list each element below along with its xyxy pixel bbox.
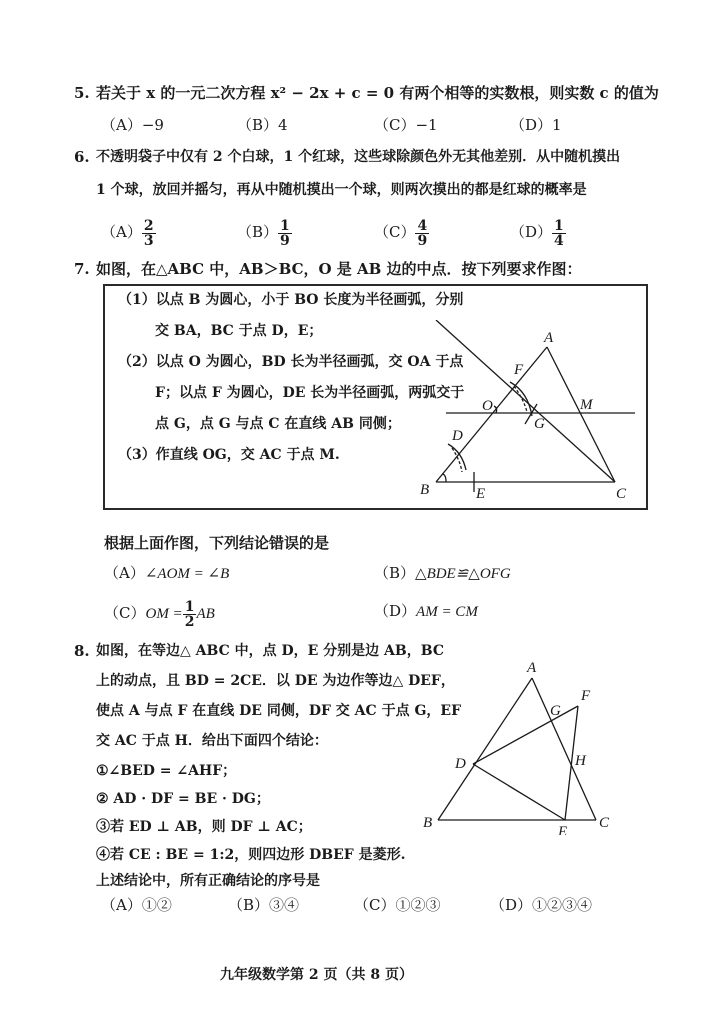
q7-number: 7. [74, 260, 90, 278]
label-a: A [544, 330, 554, 346]
denominator: 3 [143, 232, 154, 249]
q6-number: 6. [74, 148, 90, 166]
page-footer: 九年级数学第 2 页（共 8 页） [220, 967, 413, 983]
label-f: F [514, 362, 524, 378]
q7-figure [410, 320, 648, 508]
option-label: （A） [101, 223, 142, 241]
option-value: ①②③④ [532, 896, 593, 914]
q8-conclusion-3: ③若 ED ⊥ AB，则 DF ⊥ AC； [96, 819, 312, 835]
q7-option-b[interactable] [374, 566, 511, 582]
option-label: （C） [374, 116, 416, 134]
q7-stem: 如图，在△ABC 中，AB＞BC，O 是 AB 边的中点．按下列要求作图： [96, 260, 582, 278]
q8-conclusion-2: ② AD · DF = BE · DG； [96, 791, 270, 807]
option-label: （B） [374, 564, 416, 582]
option-label: （B） [237, 116, 279, 134]
option-value: 4 [278, 116, 288, 134]
q5-option-a[interactable] [101, 118, 164, 133]
q7-option-c[interactable] [104, 593, 215, 634]
q5-option-d[interactable] [510, 118, 562, 133]
q6-stem-line1: 不透明袋子中仅有 2 个白球，1 个红球，这些球除颜色外无其他差别．从中随机摸出 [96, 149, 621, 165]
segment-ac [547, 347, 615, 482]
q8-option-d[interactable] [490, 898, 592, 913]
q8-conclusion-4: ④若 CE : BE = 1:2，则四边形 DBEF 是菱形. [96, 847, 406, 863]
option-value: ③④ [269, 896, 300, 914]
segment-ab [438, 678, 532, 820]
q8-stem-line2: 上的动点，且 BD = 2CE．以 DE 为边作等边△ DEF， [96, 673, 455, 689]
q7-step-1: （1）以点 B 为圆心，小于 BO 长度为半径画弧，分别 [118, 292, 464, 308]
segment-de [473, 764, 565, 820]
option-label: （A） [101, 896, 142, 914]
q5-stem: 若关于 x 的一元二次方程 x² − 2x + c = 0 有两个相等的实数根，则实数 c 的值为 [96, 84, 659, 102]
q8-stem-line1: 如图，在等边△ ABC 中，点 D，E 分别是边 AB，BC [96, 643, 444, 659]
q6-option-d[interactable] [510, 212, 566, 252]
option-label: （A） [104, 564, 145, 582]
option-value: △BDE≌△OFG [415, 566, 511, 582]
numerator: 1 [280, 217, 290, 234]
option-label: （B） [228, 896, 270, 914]
option-label: （D） [374, 602, 417, 620]
q6-option-c[interactable] [374, 212, 429, 252]
q8-stem-line3: 使点 A 与点 F 在直线 DE 同侧，DF 交 AC 于点 G，EF [96, 703, 462, 719]
option-label: （A） [101, 116, 142, 134]
option-value: ①②③ [395, 896, 441, 914]
fraction [552, 219, 566, 248]
q8-figure [415, 650, 615, 835]
label-a: A [527, 660, 537, 676]
option-label: （D） [510, 223, 553, 241]
q8-number: 8. [74, 642, 90, 660]
q6-stem-line2: 1 个球，放回并摇匀，再从中随机摸出一个球，则两次摸出的都是红球的概率是 [96, 182, 587, 198]
q6-option-a[interactable] [101, 212, 156, 252]
option-value: −1 [415, 116, 438, 134]
q7-step-1b: 交 BA，BC 于点 D，E； [155, 323, 323, 339]
numerator: 4 [417, 217, 428, 234]
denominator: 2 [184, 613, 195, 630]
numerator: 2 [143, 217, 154, 234]
label-h: H [575, 753, 586, 769]
option-value-prefix: OM = [145, 606, 183, 622]
q7-step-2c: 点 G，点 G 与点 C 在直线 AB 同侧； [155, 416, 401, 432]
label-b: B [420, 482, 430, 498]
q8-conclusion-1: ①∠BED = ∠AHF； [96, 763, 237, 779]
option-label: （C） [354, 896, 396, 914]
option-value: −9 [141, 116, 164, 134]
option-label: （D） [490, 896, 533, 914]
q8-option-a[interactable] [101, 898, 172, 913]
option-label: （B） [237, 223, 279, 241]
q5-number: 5. [74, 84, 90, 102]
option-value: 1 [552, 116, 562, 134]
denominator: 4 [554, 232, 564, 249]
segment-df [473, 706, 578, 764]
fraction [142, 219, 156, 248]
q7-prompt: 根据上面作图，下列结论错误的是 [104, 534, 330, 552]
fraction [183, 600, 197, 629]
q8-option-b[interactable] [228, 898, 299, 913]
fraction [415, 219, 429, 248]
q5-option-b[interactable] [237, 118, 288, 133]
label-d: D [452, 428, 463, 444]
option-value: AM = CM [416, 604, 478, 620]
option-label: （C） [374, 223, 416, 241]
option-value: ①② [141, 896, 172, 914]
label-m: M [580, 397, 593, 413]
q7-step-3: （3）作直线 OG，交 AC 于点 M. [118, 447, 340, 463]
label-b: B [423, 815, 433, 831]
q7-option-d[interactable] [374, 604, 478, 620]
option-value-suffix: AB [196, 606, 215, 622]
label-g: G [534, 416, 545, 432]
q7-step-2b: F；以点 F 为圆心，DE 长为半径画弧，两弧交于 [155, 385, 465, 401]
q8-prompt: 上述结论中，所有正确结论的序号是 [96, 873, 320, 889]
numerator: 1 [554, 217, 564, 234]
option-value: ∠AOM = ∠B [144, 566, 230, 582]
option-label: （C） [104, 604, 146, 622]
angle-b-mark [442, 474, 446, 482]
q8-option-c[interactable] [354, 898, 441, 913]
label-g: G [550, 703, 561, 719]
label-d: D [455, 756, 466, 772]
q6-option-b[interactable] [237, 212, 292, 252]
option-label: （D） [510, 116, 553, 134]
label-o: O [482, 398, 493, 414]
q8-stem-line4: 交 AC 于点 H．给出下面四个结论： [96, 733, 328, 749]
label-c: C [616, 486, 627, 502]
label-f: F [581, 688, 591, 704]
q5-option-c[interactable] [374, 118, 438, 133]
fraction [278, 219, 292, 248]
denominator: 9 [417, 232, 428, 249]
label-e: E [476, 486, 486, 502]
numerator: 1 [184, 598, 195, 615]
q7-option-a[interactable] [104, 566, 229, 582]
q7-step-2: （2）以点 O 为圆心，BD 长为半径画弧，交 OA 于点 [118, 354, 464, 370]
label-c: C [599, 815, 610, 831]
label-e: E [558, 824, 568, 835]
denominator: 9 [280, 232, 290, 249]
